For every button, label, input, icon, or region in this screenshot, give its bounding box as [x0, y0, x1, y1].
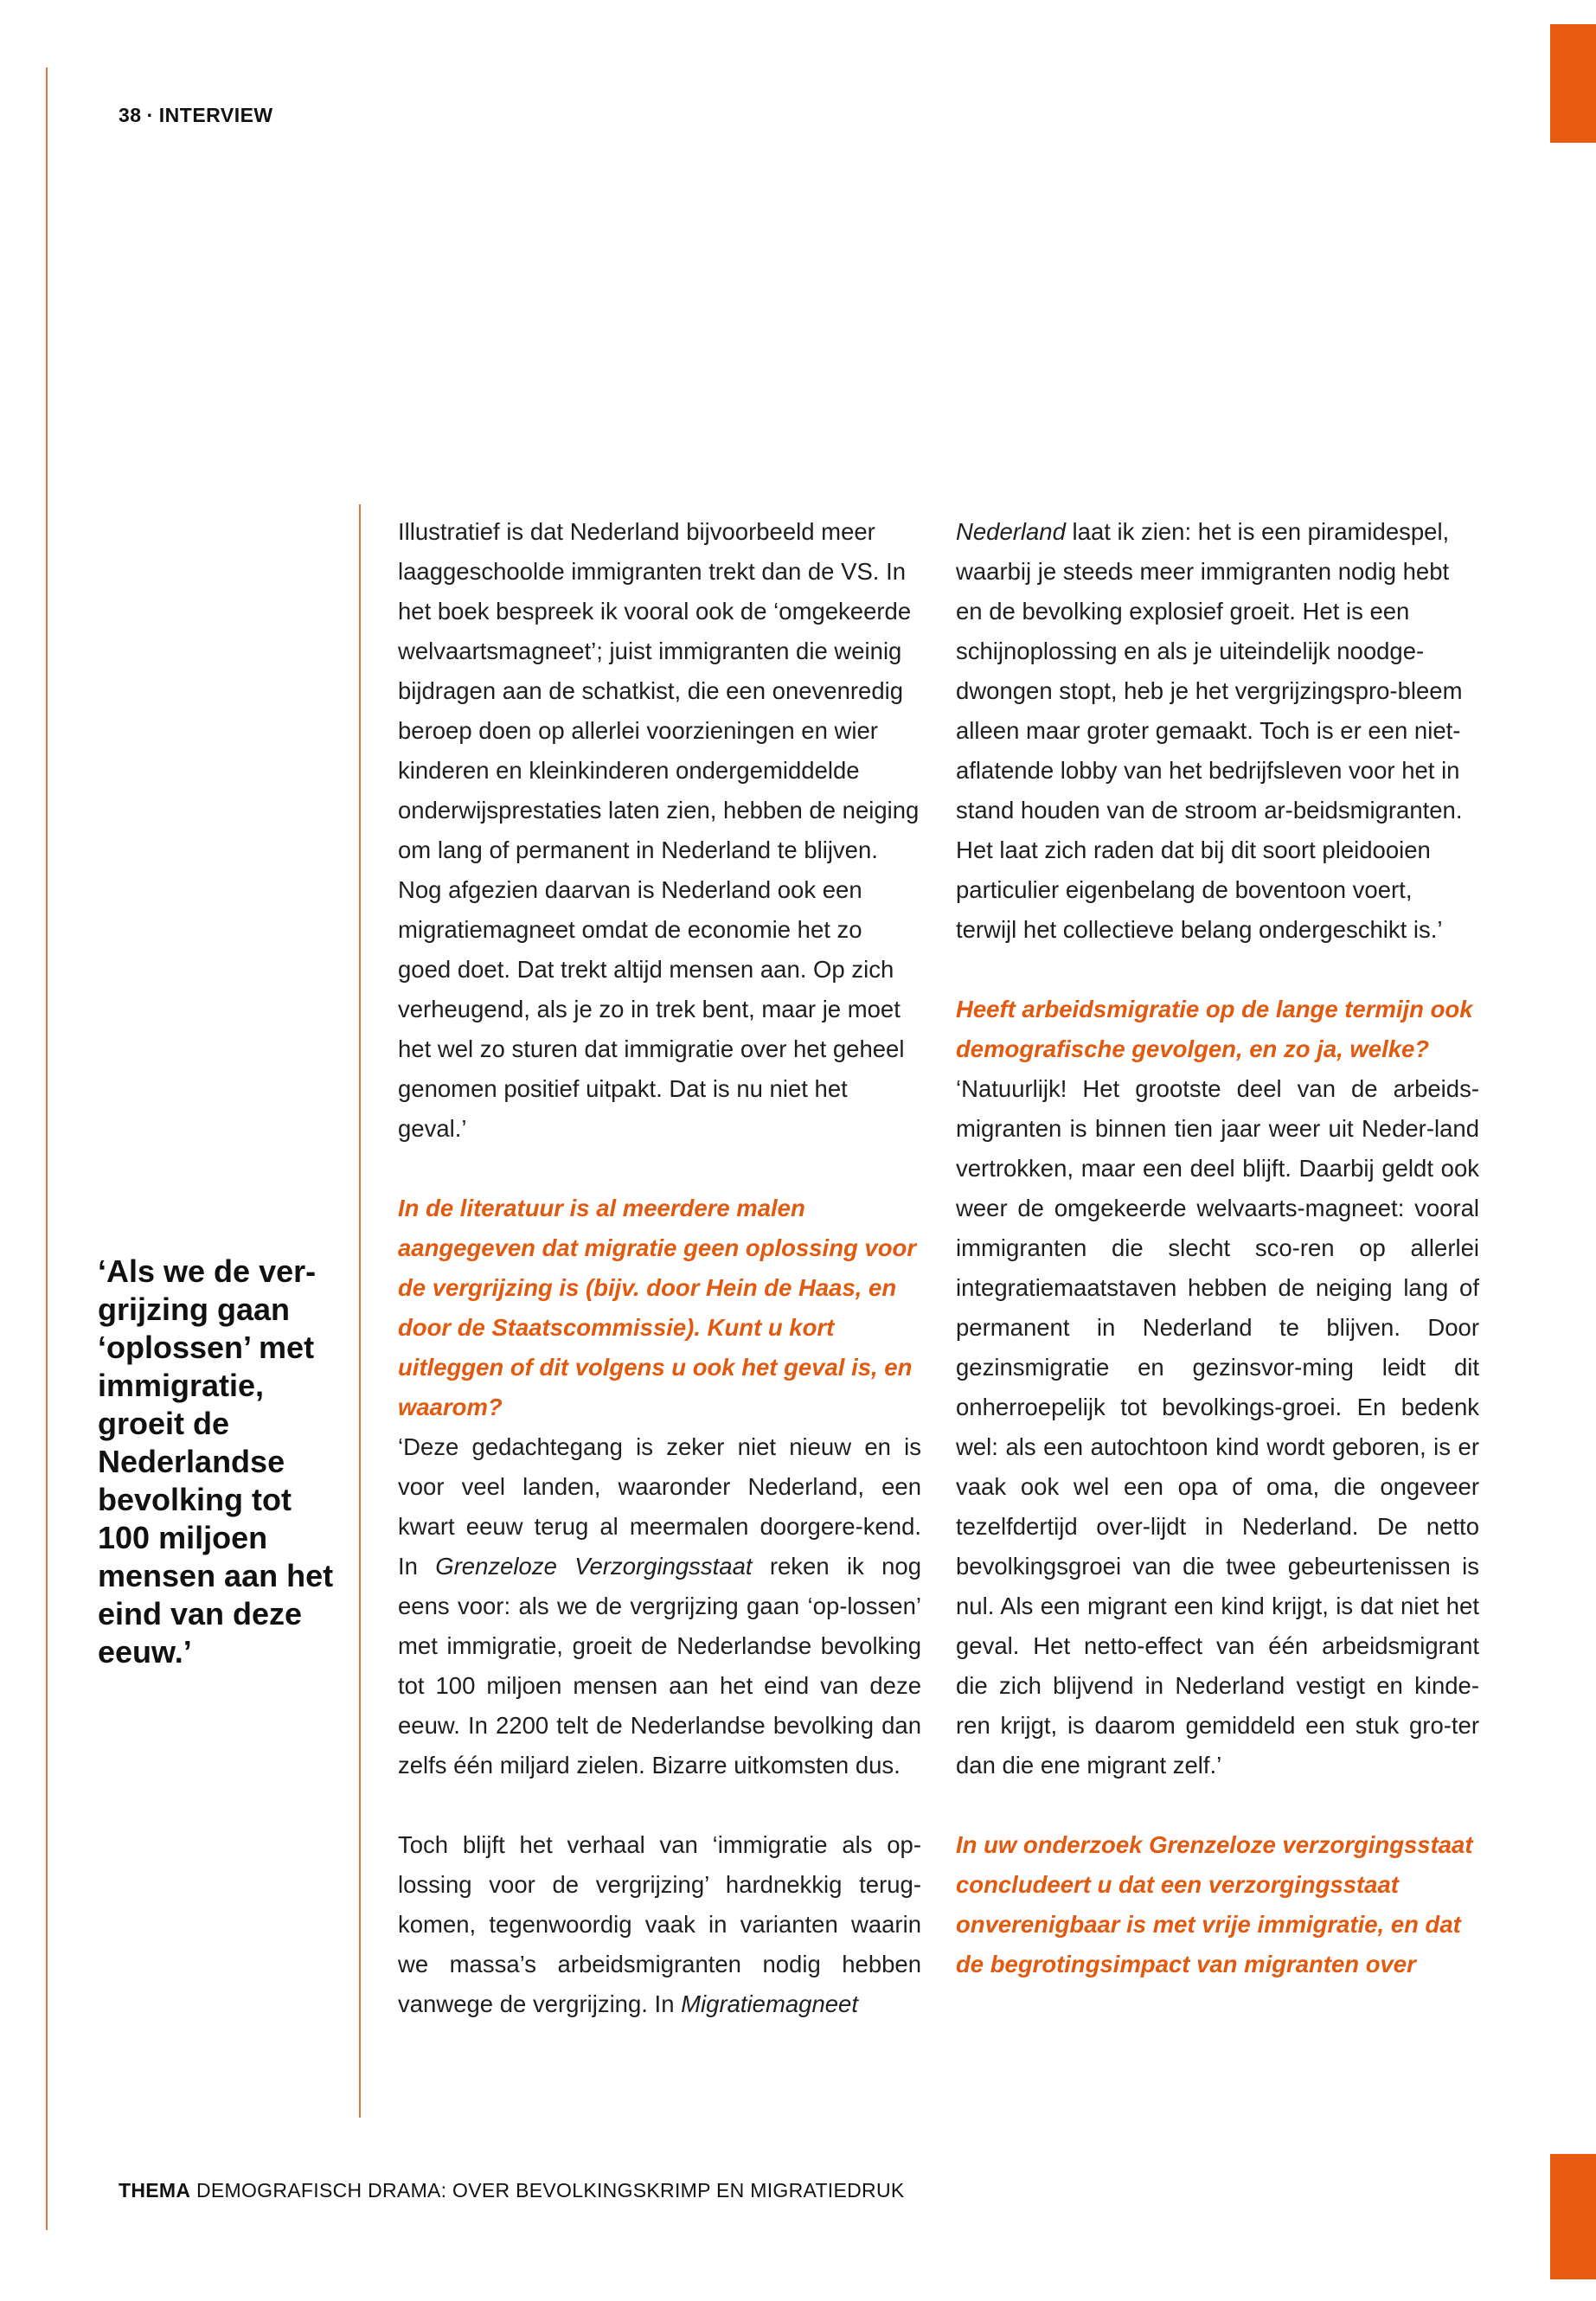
- interview-question: In de literatuur is al meerdere malen aangegeven dat migratie geen oplossing voor de vergrijzing is (bijv. door Hein de Haas, en door de Staatscommissie). Kunt u kort uitleggen of dit volgens u ook het geval is, en waarom?: [398, 1195, 917, 1420]
- interview-question: Heeft arbeidsmigratie op de lange termijn ook demografische gevolgen, en zo ja, welke?: [956, 996, 1473, 1062]
- body-paragraph: ‘Natuurlijk! Het grootste deel van de arbeids-migranten is binnen tien jaar weer uit Neder-land vertrokken, maar een deel blijft. Daarbij geldt ook weer de omgekeerde welvaarts-magneet: vooral immigranten die slecht sco-ren op allerlei integratiemaatstaven hebben de neiging lang of permanent in Nederland te blijven. Door gezinsmigratie en gezinsvor-ming leidt dit onherroepelijk tot bevolkings-groei. En bedenk wel: als een autochtoon kind wordt geboren, is er vaak ook wel een opa of oma, die ongeveer tezelfdertijd over-lijdt in Nederland. De netto bevolkingsgroei van die twee gebeurtenissen is nul. Als een migrant een kind krijgt, is dat niet het geval. Het netto-effect van één arbeidsmigrant die zich blijvend in Nederland vestigt en kinde-ren krijgt, is daarom gemiddeld een stuk gro-ter dan die ene migrant zelf.’: [956, 1075, 1479, 1779]
- running-footer: [119, 2179, 905, 2202]
- book-title: Nederland: [956, 518, 1066, 545]
- left-margin-rule: [46, 67, 48, 2230]
- footer-title: DEMOGRAFISCH DRAMA: OVER BEVOLKINGSKRIMP EN MIGRATIEDRUK: [195, 2179, 905, 2202]
- column-divider-rule: [359, 504, 361, 2118]
- body-paragraph: Nederland laat ik zien: het is een piramidespel, waarbij je steeds meer immigranten nodig hebt en de bevolking explosief groeit. Het is een schijnoplossing en als je uiteindelijk noodge-dwongen stopt, heb je het vergrijzingspro-bleem alleen maar groter gemaakt. Toch is er een niet-aflatende lobby van het bedrijfsleven voor het in stand houden van de stroom ar-beidsmigranten. Het laat zich raden dat bij dit soort pleidooien particulier eigenbelang de boventoon voert, terwijl het collectieve belang ondergeschikt is.’: [956, 518, 1463, 943]
- interview-question: In uw onderzoek Grenzeloze verzorgingsstaat concludeert u dat een verzorgingsstaat onverenigbaar is met vrije immigratie, en dat de begrotingsimpact van migranten over: [956, 1831, 1473, 1977]
- body-paragraph: Toch blijft het verhaal van ‘immigratie als op-lossing voor de vergrijzing’ hardnekkig terug-komen, tegenwoordig vaak in varianten waarin we massa’s arbeidsmigranten nodig hebben vanwege de vergrijzing. In Migratiemagneet: [398, 1831, 921, 2017]
- body-paragraph: ‘Deze gedachtegang is zeker niet nieuw en is voor veel landen, waaronder Nederland, een kwart eeuw terug al meermalen doorgere-kend. In Grenzeloze Verzorgingsstaat reken ik nog eens voor: als we de vergrijzing gaan ‘op-lossen’ met immigratie, groeit de Nederlandse bevolking tot 100 miljoen mensen aan het eind van deze eeuw. In 2200 telt de Nederlandse bevolking dan zelfs één miljard zielen. Bizarre uitkomsten dus.: [398, 1433, 921, 1779]
- article-column-1: [398, 512, 921, 2024]
- book-title: Migratiemagneet: [681, 1990, 858, 2017]
- body-paragraph: Illustratief is dat Nederland bijvoorbeeld meer laaggeschoolde immigranten trekt dan de VS. In het boek bespreek ik vooral ook de ‘omgekeerde welvaartsmagneet’; juist immigranten die weinig bijdragen aan de schatkist, die een onevenredig beroep doen op allerlei voorzieningen en wier kinderen en kleinkinderen ondergemiddelde onderwijsprestaties laten zien, hebben de neiging om lang of permanent in Nederland te blijven. Nog afgezien daarvan is Nederland ook een migratiemagneet omdat de economie het zo goed doet. Dat trekt altijd mensen aan. Op zich verheugend, als je zo in trek bent, maar je moet het wel zo sturen dat immigratie over het geheel genomen positief uitpakt. Dat is nu niet het geval.’: [398, 518, 920, 1142]
- article-column-2: [956, 512, 1479, 1984]
- running-header: [119, 104, 273, 127]
- footer-thema: THEMA: [119, 2179, 191, 2202]
- section-label: INTERVIEW: [158, 104, 273, 126]
- orange-page-tab-top: [1550, 24, 1596, 143]
- page-number: 38: [119, 104, 142, 126]
- orange-page-tab-bottom: [1550, 2154, 1596, 2279]
- header-separator: ·: [146, 104, 154, 126]
- pull-quote: ‘Als we de ver-grijzing gaan ‘oplossen’ met immigratie, groeit de Nederlandse bevolking tot 100 miljoen mensen aan het eind van deze eeuw.’: [98, 1253, 334, 1670]
- book-title: Grenzeloze Verzorgingsstaat: [435, 1553, 753, 1580]
